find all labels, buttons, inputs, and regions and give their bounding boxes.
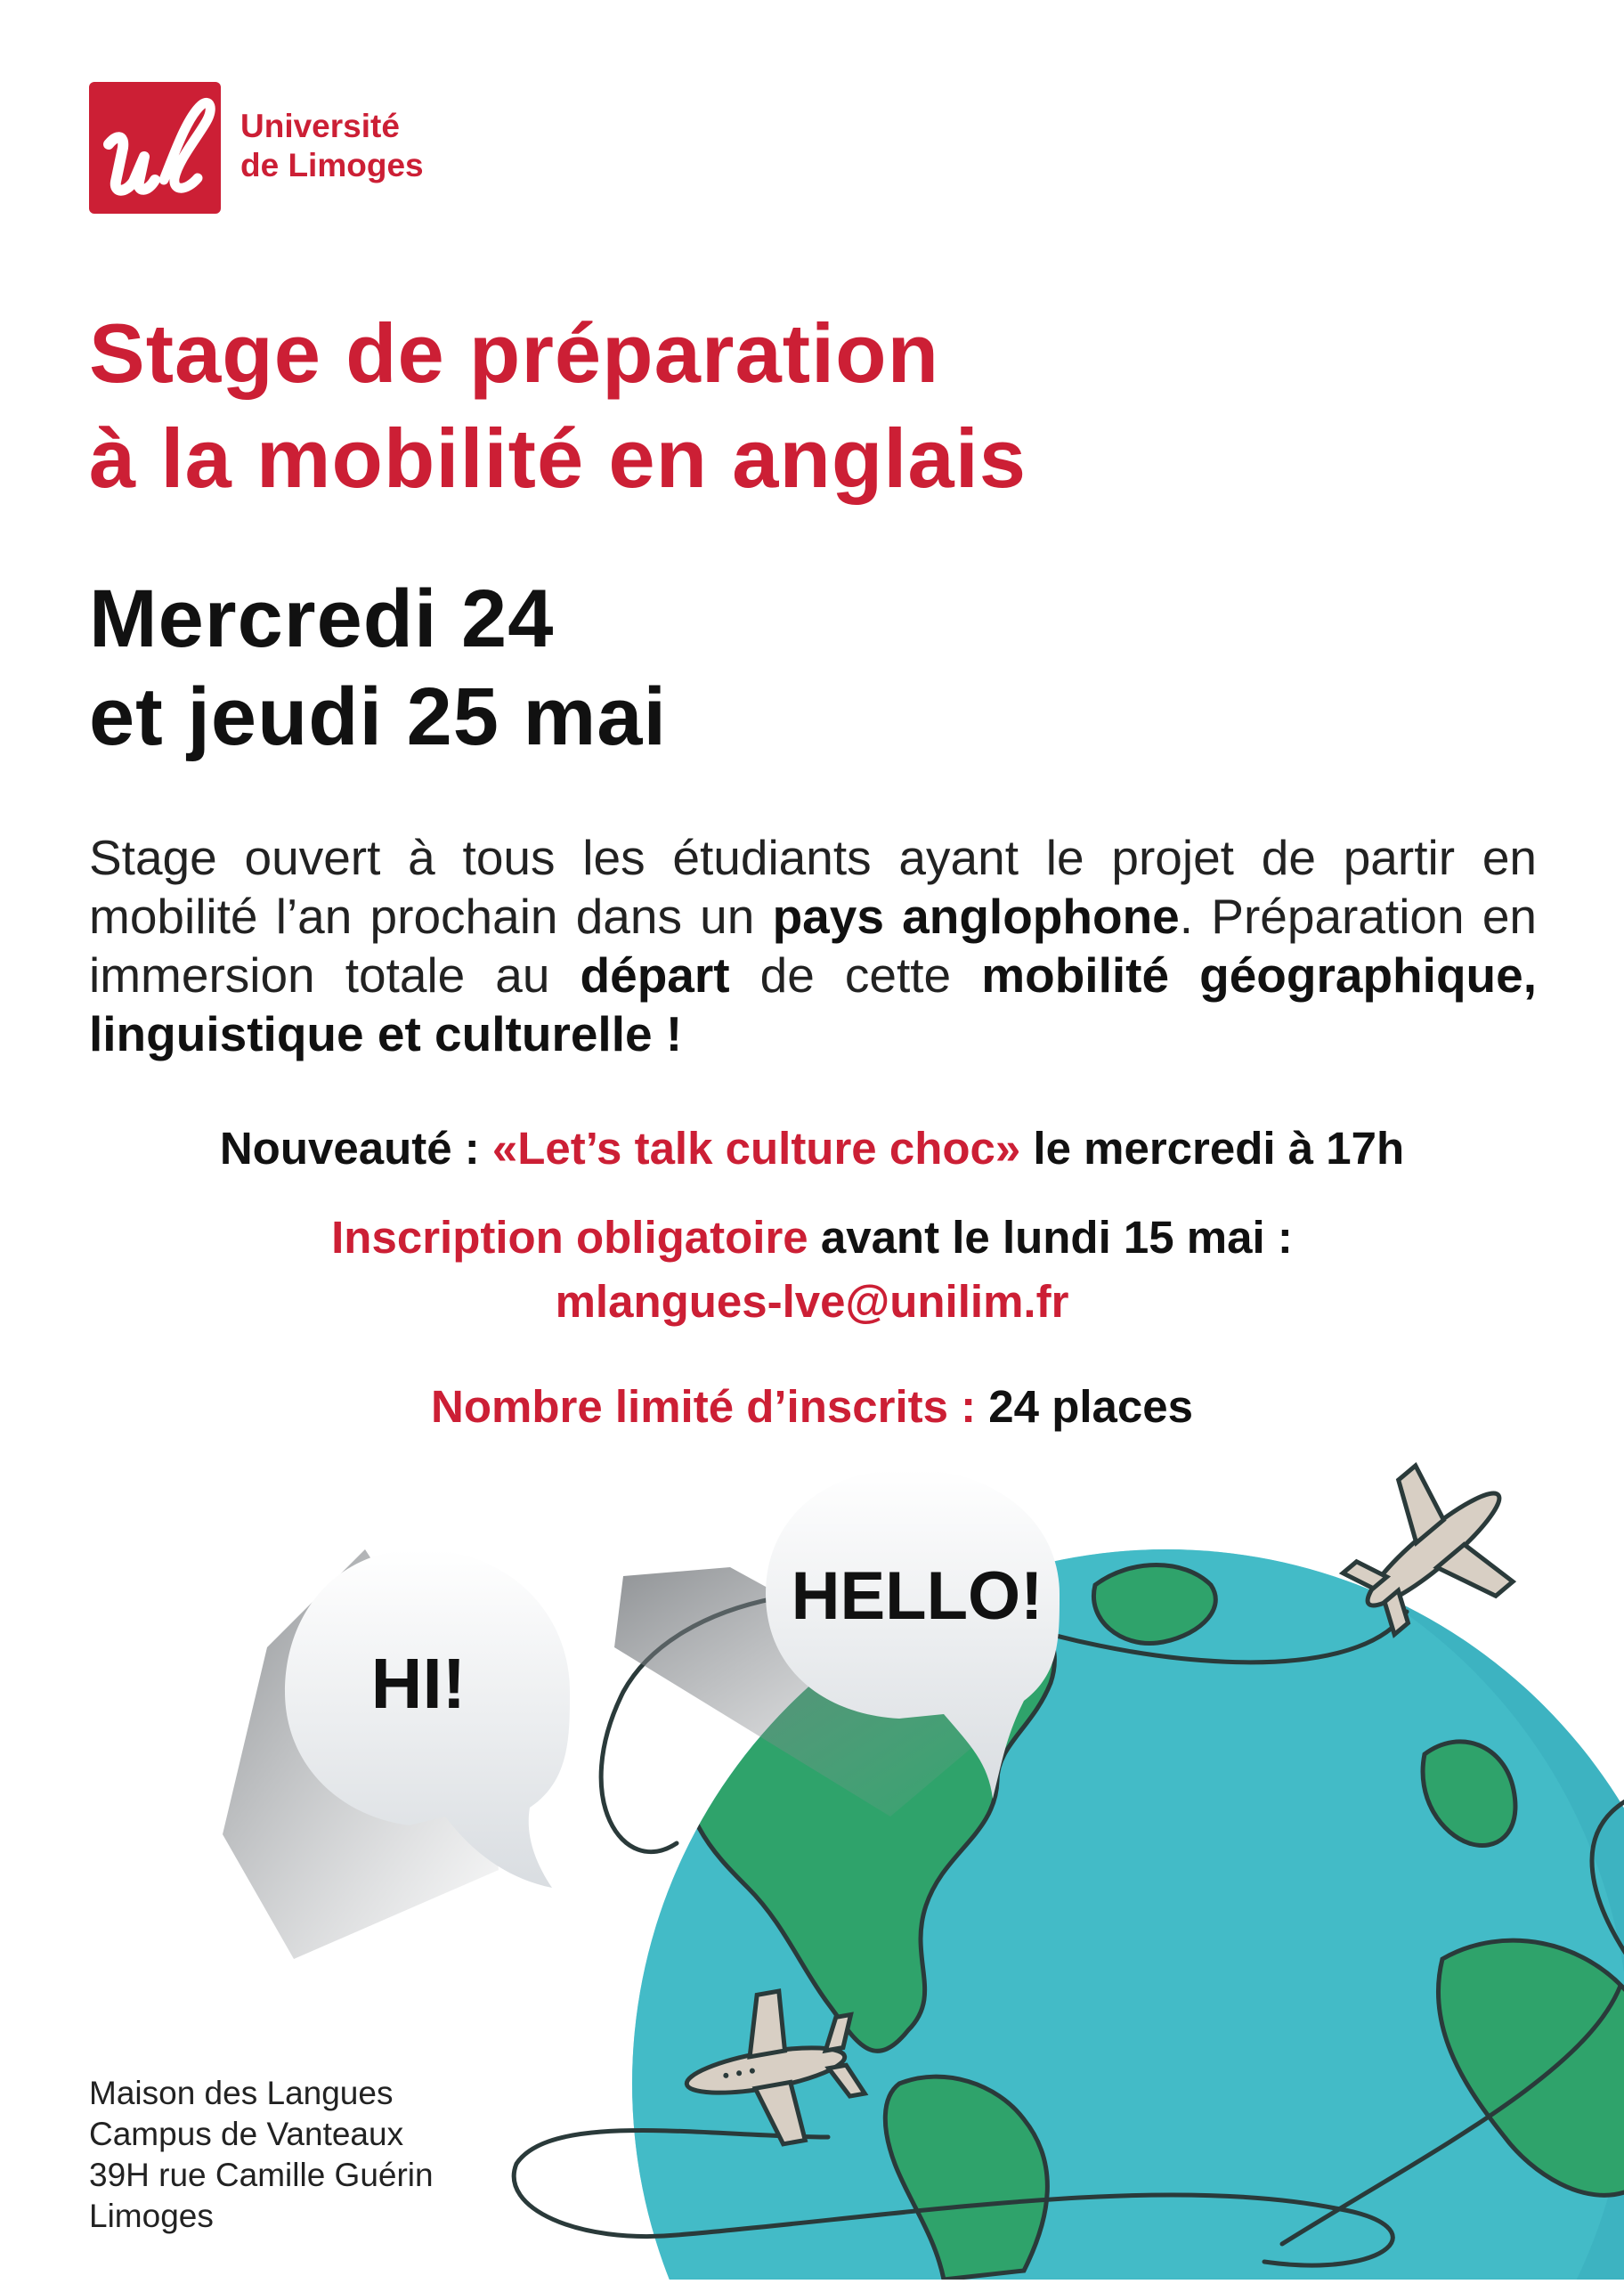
page-title-line2: à la mobilité en anglais	[89, 411, 1027, 505]
intro-bold-departure: départ	[580, 947, 730, 1003]
intro-bold-mobility: mobilité géographique, linguistique et culturelle !	[89, 947, 1538, 1061]
hi-text: HI!	[370, 1644, 467, 1723]
speech-bubble-hello	[614, 1469, 1060, 1817]
registration-email[interactable]: mlangues-lve@unilim.fr	[555, 1276, 1069, 1327]
registration-label: Inscription obligatoire	[331, 1212, 808, 1263]
university-name	[240, 107, 424, 185]
intro-paragraph	[89, 828, 1537, 1063]
university-name-line1: Université	[240, 108, 400, 144]
address-line4: Limoges	[89, 2198, 214, 2234]
new-event-line	[0, 1122, 1624, 1175]
page-title	[89, 301, 1027, 511]
address-line1: Maison des Langues	[89, 2075, 394, 2111]
intro-text-2: . Préparation en immersion totale au	[89, 889, 1537, 1003]
venue-address	[89, 2073, 434, 2237]
event-dates-line2: et jeudi 25 mai	[89, 671, 668, 762]
page-title-line1: Stage de préparation	[89, 306, 939, 400]
university-name-line2: de Limoges	[240, 147, 424, 183]
address-line3: 39H rue Camille Guérin	[89, 2157, 434, 2193]
university-logo-mark	[89, 82, 221, 214]
places-line	[0, 1380, 1624, 1434]
intro-text-3: de cette	[729, 947, 982, 1003]
intro-bold-country: pays anglophone	[772, 889, 1180, 944]
speech-bubble-hi	[223, 1549, 570, 1959]
hello-text: HELLO!	[791, 1558, 1043, 1634]
address-line2: Campus de Vanteaux	[89, 2116, 404, 2152]
registration-deadline: avant le lundi 15 mai :	[808, 1212, 1293, 1263]
event-dates	[89, 570, 667, 766]
event-dates-line1: Mercredi 24	[89, 573, 555, 664]
places-label: Nombre limité d’inscrits :	[431, 1381, 989, 1432]
intro-text-1: Stage ouvert à tous les étudiants ayant le projet de partir en mobilité l’an prochain dans un	[89, 830, 1537, 944]
registration-line	[0, 1211, 1624, 1264]
new-event-title: «Let’s talk culture choc»	[491, 1123, 1021, 1174]
places-value: 24 places	[988, 1381, 1193, 1432]
new-event-label: Nouveauté :	[219, 1123, 492, 1174]
new-event-time: le mercredi à 17h	[1020, 1123, 1405, 1174]
